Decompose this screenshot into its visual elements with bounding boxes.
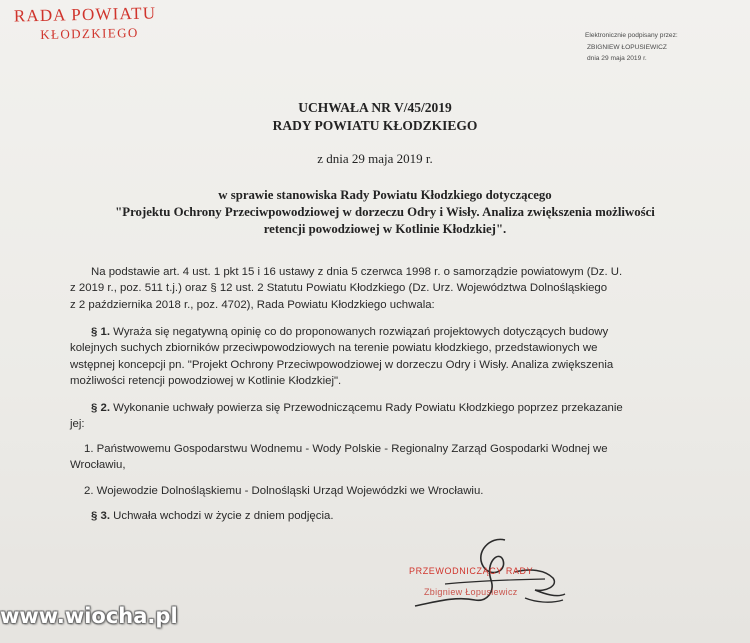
subject-line-2: "Projektu Ochrony Przeciwpowodziowej w dorzeczu Odry i Wisły. Analiza zwiększenia możliwości — [115, 205, 655, 219]
intro-line-1: Na podstawie art. 4 ust. 1 pkt 15 i 16 ustawy z dnia 5 czerwca 1998 r. o samorządzie powiatowym (Dz. U. — [91, 266, 623, 278]
section-3-text: Uchwała wchodzi w życie z dniem podjęcia. — [113, 510, 334, 522]
stamp-line-2: KŁODZKIEGO — [40, 24, 139, 42]
resolution-subject — [40, 187, 730, 238]
esig-line-1: Elektronicznie podpisany przez: — [585, 32, 678, 39]
section-2-item-1 — [70, 441, 730, 474]
section-1-line-2: kolejnych suchych zbiorników przeciwpowodziowych na terenie powiatu kłodzkiego, przedstawionych we — [70, 342, 598, 355]
section-2-item-2 — [70, 483, 730, 499]
esig-line-2: ZBIGNIEW ŁOPUSIEWICZ — [587, 43, 667, 51]
subject-line-1: w sprawie stanowiska Rady Powiatu Kłodzkiego dotyczącego — [218, 188, 552, 202]
section-1-label: § 1. — [91, 326, 110, 338]
resolution-number: UCHWAŁA NR V/45/2019 — [298, 100, 452, 115]
section-3 — [70, 508, 730, 524]
section-1-line-1: Wyraża się negatywną opinię co do proponowanych rozwiązań projektowych dotyczących budowy — [113, 326, 609, 338]
section-3-label: § 3. — [91, 510, 110, 522]
stamp-line-1: RADA POWIATU — [13, 3, 157, 26]
intro-line-3: z 2 października 2018 r., poz. 4702), Rada Powiatu Kłodzkiego uchwala: — [70, 298, 435, 311]
intro-line-2: z 2019 r., poz. 511 t.j.) oraz § 12 ust. 2 Statutu Powiatu Kłodzkiego (Dz. Urz. Województwa Dolnośląskiego — [70, 282, 608, 295]
section-2 — [70, 400, 730, 433]
section-2-line-1: Wykonanie uchwały powierza się Przewodniczącemu Rady Powiatu Kłodzkiego poprzez przekazanie — [113, 402, 623, 414]
site-watermark: www.wiocha.pl — [0, 604, 178, 628]
chairman-title: PRZEWODNICZĄCY RADY — [409, 566, 534, 576]
section-2-label: § 2. — [91, 402, 110, 414]
section-1 — [70, 324, 730, 389]
resolution-body: RADY POWIATU KŁODZKIEGO — [272, 118, 478, 133]
subject-line-3: retencji powodziowej w Kotlinie Kłodzkiej". — [263, 222, 507, 236]
esig-line-3: dnia 29 maja 2019 r. — [587, 55, 647, 62]
resolution-date: z dnia 29 maja 2019 r. — [317, 151, 433, 166]
section-1-line-4: możliwości retencji powodziowej w Kotlinie Kłodzkiej". — [70, 374, 342, 387]
item-1-line-2: Wrocławiu, — [70, 459, 126, 472]
section-1-line-3: wstępnej koncepcji pn. "Projekt Ochrony Przeciwpowodziowej w dorzeczu Odry i Wisły. Analiza zwiększenia — [70, 358, 614, 371]
chairman-name: Zbigniew Łopusiewicz — [424, 587, 518, 597]
item-2-line: 2. Wojewodzie Dolnośląskiemu - Dolnośląski Urząd Wojewódzki we Wrocławiu. — [84, 485, 484, 497]
section-2-line-2: jej: — [70, 418, 85, 431]
electronic-signature-note — [585, 30, 745, 65]
legal-basis-paragraph — [70, 264, 730, 313]
item-1-line-1: 1. Państwowemu Gospodarstwu Wodnemu - Wody Polskie - Regionalny Zarząd Gospodarki Wodnej we — [84, 443, 608, 455]
council-stamp — [14, 3, 157, 44]
